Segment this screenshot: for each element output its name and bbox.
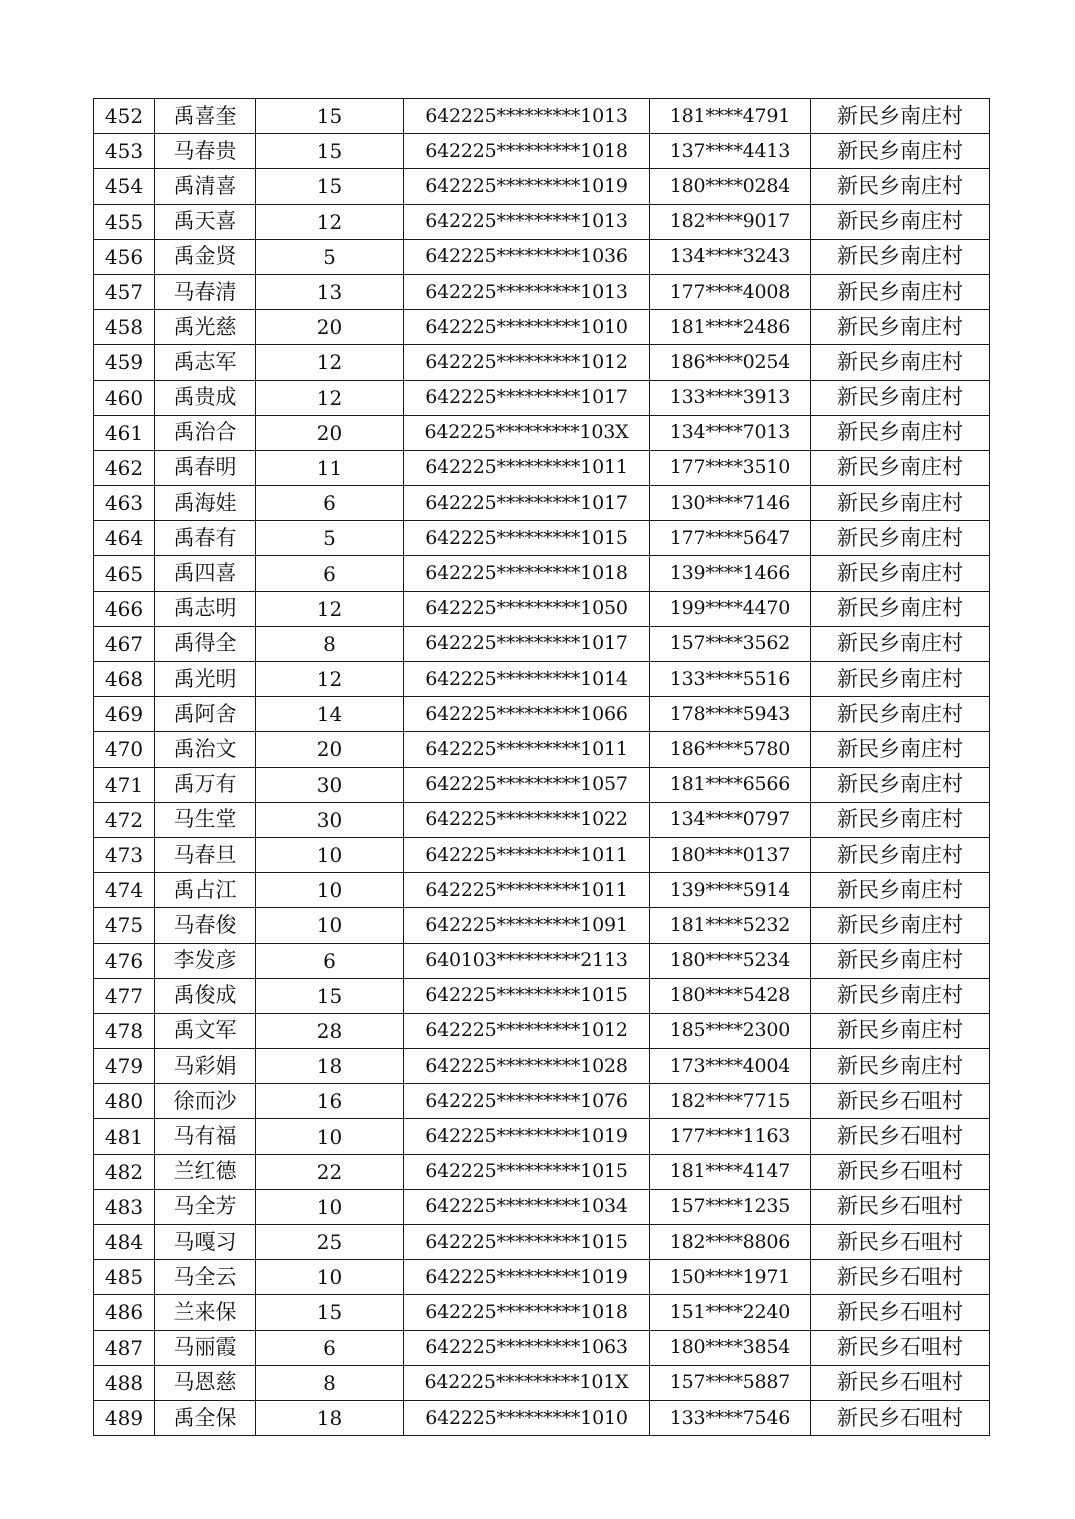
phone-cell: 134****3243: [650, 239, 811, 274]
row-number-cell: 469: [94, 697, 155, 732]
phone-cell: 157****1235: [650, 1189, 811, 1224]
row-number-cell: 482: [94, 1154, 155, 1189]
quantity-cell: 6: [256, 486, 404, 521]
name-cell: 马春贵: [155, 134, 256, 169]
village-cell: 新民乡南庄村: [811, 99, 990, 134]
name-cell: 禹喜奎: [155, 99, 256, 134]
quantity-cell: 15: [256, 978, 404, 1013]
village-cell: 新民乡石咀村: [811, 1260, 990, 1295]
phone-cell: 133****7546: [650, 1400, 811, 1435]
name-cell: 禹金贤: [155, 239, 256, 274]
table-row: [94, 1049, 990, 1084]
quantity-cell: 15: [256, 1295, 404, 1330]
name-cell: 禹阿舍: [155, 697, 256, 732]
name-cell: 马有福: [155, 1119, 256, 1154]
quantity-cell: 30: [256, 802, 404, 837]
row-number-cell: 489: [94, 1400, 155, 1435]
row-number-cell: 473: [94, 837, 155, 872]
table-row: [94, 486, 990, 521]
id-number-cell: 642225*********1013: [404, 204, 650, 239]
village-cell: 新民乡石咀村: [811, 1154, 990, 1189]
name-cell: 禹光慈: [155, 310, 256, 345]
phone-cell: 157****3562: [650, 626, 811, 661]
name-cell: 李发彦: [155, 943, 256, 978]
row-number-cell: 475: [94, 908, 155, 943]
table-row: [94, 943, 990, 978]
id-number-cell: 640103*********2113: [404, 943, 650, 978]
phone-cell: 199****4470: [650, 591, 811, 626]
phone-cell: 180****0137: [650, 837, 811, 872]
quantity-cell: 12: [256, 662, 404, 697]
quantity-cell: 18: [256, 1049, 404, 1084]
id-number-cell: 642225*********1018: [404, 134, 650, 169]
row-number-cell: 468: [94, 662, 155, 697]
quantity-cell: 13: [256, 274, 404, 309]
phone-cell: 130****7146: [650, 486, 811, 521]
phone-cell: 177****5647: [650, 521, 811, 556]
id-number-cell: 642225*********1011: [404, 732, 650, 767]
table-row: [94, 1189, 990, 1224]
table-row: [94, 450, 990, 485]
table-row: [94, 521, 990, 556]
village-cell: 新民乡南庄村: [811, 1049, 990, 1084]
quantity-cell: 11: [256, 450, 404, 485]
quantity-cell: 12: [256, 591, 404, 626]
village-cell: 新民乡南庄村: [811, 978, 990, 1013]
id-number-cell: 642225*********1012: [404, 345, 650, 380]
table-row: [94, 1084, 990, 1119]
village-cell: 新民乡南庄村: [811, 521, 990, 556]
row-number-cell: 484: [94, 1225, 155, 1260]
table-row: [94, 556, 990, 591]
table-row: [94, 1013, 990, 1048]
quantity-cell: 15: [256, 134, 404, 169]
row-number-cell: 485: [94, 1260, 155, 1295]
id-number-cell: 642225*********1011: [404, 450, 650, 485]
village-cell: 新民乡南庄村: [811, 204, 990, 239]
phone-cell: 139****1466: [650, 556, 811, 591]
table-row: [94, 274, 990, 309]
table-row: [94, 169, 990, 204]
village-cell: 新民乡南庄村: [811, 415, 990, 450]
name-cell: 马春旦: [155, 837, 256, 872]
id-number-cell: 642225*********1091: [404, 908, 650, 943]
row-number-cell: 455: [94, 204, 155, 239]
id-number-cell: 642225*********103X: [404, 415, 650, 450]
name-cell: 马嘎习: [155, 1225, 256, 1260]
quantity-cell: 22: [256, 1154, 404, 1189]
table-row: [94, 978, 990, 1013]
name-cell: 禹天喜: [155, 204, 256, 239]
phone-cell: 150****1971: [650, 1260, 811, 1295]
village-cell: 新民乡南庄村: [811, 345, 990, 380]
table-row: [94, 591, 990, 626]
table-row: [94, 837, 990, 872]
id-number-cell: 642225*********1034: [404, 1189, 650, 1224]
phone-cell: 185****2300: [650, 1013, 811, 1048]
row-number-cell: 453: [94, 134, 155, 169]
table-row: [94, 239, 990, 274]
name-cell: 禹春明: [155, 450, 256, 485]
phone-cell: 186****5780: [650, 732, 811, 767]
village-cell: 新民乡南庄村: [811, 662, 990, 697]
name-cell: 禹全保: [155, 1400, 256, 1435]
row-number-cell: 465: [94, 556, 155, 591]
row-number-cell: 474: [94, 873, 155, 908]
name-cell: 禹得全: [155, 626, 256, 661]
phone-cell: 173****4004: [650, 1049, 811, 1084]
table-row: [94, 802, 990, 837]
id-number-cell: 642225*********1015: [404, 1225, 650, 1260]
quantity-cell: 16: [256, 1084, 404, 1119]
quantity-cell: 15: [256, 99, 404, 134]
quantity-cell: 12: [256, 345, 404, 380]
quantity-cell: 10: [256, 908, 404, 943]
row-number-cell: 476: [94, 943, 155, 978]
id-number-cell: 642225*********1011: [404, 873, 650, 908]
row-number-cell: 467: [94, 626, 155, 661]
quantity-cell: 20: [256, 732, 404, 767]
quantity-cell: 10: [256, 1260, 404, 1295]
name-cell: 马春俊: [155, 908, 256, 943]
quantity-cell: 28: [256, 1013, 404, 1048]
quantity-cell: 8: [256, 1365, 404, 1400]
table-row: [94, 873, 990, 908]
id-number-cell: 642225*********1017: [404, 380, 650, 415]
village-cell: 新民乡石咀村: [811, 1400, 990, 1435]
row-number-cell: 479: [94, 1049, 155, 1084]
id-number-cell: 642225*********1014: [404, 662, 650, 697]
id-number-cell: 642225*********1015: [404, 521, 650, 556]
phone-cell: 181****5232: [650, 908, 811, 943]
id-number-cell: 642225*********1019: [404, 169, 650, 204]
table-row: [94, 1260, 990, 1295]
table-row: [94, 134, 990, 169]
village-cell: 新民乡南庄村: [811, 626, 990, 661]
phone-cell: 134****0797: [650, 802, 811, 837]
phone-cell: 177****3510: [650, 450, 811, 485]
quantity-cell: 18: [256, 1400, 404, 1435]
name-cell: 禹治合: [155, 415, 256, 450]
row-number-cell: 471: [94, 767, 155, 802]
id-number-cell: 642225*********1011: [404, 837, 650, 872]
id-number-cell: 642225*********1057: [404, 767, 650, 802]
name-cell: 兰来保: [155, 1295, 256, 1330]
roster-body: [94, 99, 990, 1436]
quantity-cell: 20: [256, 415, 404, 450]
row-number-cell: 463: [94, 486, 155, 521]
quantity-cell: 6: [256, 943, 404, 978]
phone-cell: 157****5887: [650, 1365, 811, 1400]
table-row: [94, 908, 990, 943]
quantity-cell: 12: [256, 380, 404, 415]
id-number-cell: 642225*********1063: [404, 1330, 650, 1365]
row-number-cell: 483: [94, 1189, 155, 1224]
village-cell: 新民乡南庄村: [811, 837, 990, 872]
id-number-cell: 642225*********1036: [404, 239, 650, 274]
row-number-cell: 461: [94, 415, 155, 450]
name-cell: 禹文军: [155, 1013, 256, 1048]
name-cell: 禹清喜: [155, 169, 256, 204]
quantity-cell: 25: [256, 1225, 404, 1260]
village-cell: 新民乡南庄村: [811, 697, 990, 732]
phone-cell: 180****3854: [650, 1330, 811, 1365]
id-number-cell: 642225*********101X: [404, 1365, 650, 1400]
phone-cell: 181****6566: [650, 767, 811, 802]
village-cell: 新民乡南庄村: [811, 239, 990, 274]
id-number-cell: 642225*********1015: [404, 978, 650, 1013]
id-number-cell: 642225*********1028: [404, 1049, 650, 1084]
id-number-cell: 642225*********1050: [404, 591, 650, 626]
row-number-cell: 480: [94, 1084, 155, 1119]
table-row: [94, 1295, 990, 1330]
quantity-cell: 30: [256, 767, 404, 802]
phone-cell: 133****3913: [650, 380, 811, 415]
name-cell: 马全芳: [155, 1189, 256, 1224]
row-number-cell: 454: [94, 169, 155, 204]
village-cell: 新民乡石咀村: [811, 1084, 990, 1119]
row-number-cell: 470: [94, 732, 155, 767]
quantity-cell: 15: [256, 169, 404, 204]
name-cell: 禹光明: [155, 662, 256, 697]
village-cell: 新民乡南庄村: [811, 591, 990, 626]
row-number-cell: 477: [94, 978, 155, 1013]
name-cell: 徐而沙: [155, 1084, 256, 1119]
document-page: [93, 98, 989, 1436]
quantity-cell: 5: [256, 239, 404, 274]
village-cell: 新民乡石咀村: [811, 1365, 990, 1400]
table-row: [94, 697, 990, 732]
phone-cell: 182****8806: [650, 1225, 811, 1260]
id-number-cell: 642225*********1019: [404, 1119, 650, 1154]
row-number-cell: 487: [94, 1330, 155, 1365]
quantity-cell: 20: [256, 310, 404, 345]
table-row: [94, 310, 990, 345]
name-cell: 禹占江: [155, 873, 256, 908]
id-number-cell: 642225*********1013: [404, 99, 650, 134]
table-row: [94, 415, 990, 450]
quantity-cell: 10: [256, 1119, 404, 1154]
row-number-cell: 462: [94, 450, 155, 485]
table-row: [94, 662, 990, 697]
row-number-cell: 459: [94, 345, 155, 380]
id-number-cell: 642225*********1010: [404, 310, 650, 345]
row-number-cell: 452: [94, 99, 155, 134]
phone-cell: 180****0284: [650, 169, 811, 204]
village-cell: 新民乡南庄村: [811, 1013, 990, 1048]
row-number-cell: 464: [94, 521, 155, 556]
name-cell: 兰红德: [155, 1154, 256, 1189]
village-cell: 新民乡石咀村: [811, 1225, 990, 1260]
phone-cell: 181****4791: [650, 99, 811, 134]
phone-cell: 181****2486: [650, 310, 811, 345]
phone-cell: 133****5516: [650, 662, 811, 697]
name-cell: 禹治文: [155, 732, 256, 767]
id-number-cell: 642225*********1018: [404, 1295, 650, 1330]
phone-cell: 178****5943: [650, 697, 811, 732]
name-cell: 马春清: [155, 274, 256, 309]
id-number-cell: 642225*********1022: [404, 802, 650, 837]
name-cell: 马全云: [155, 1260, 256, 1295]
village-cell: 新民乡南庄村: [811, 943, 990, 978]
quantity-cell: 14: [256, 697, 404, 732]
row-number-cell: 456: [94, 239, 155, 274]
name-cell: 马彩娟: [155, 1049, 256, 1084]
table-row: [94, 204, 990, 239]
phone-cell: 177****1163: [650, 1119, 811, 1154]
village-cell: 新民乡南庄村: [811, 380, 990, 415]
quantity-cell: 6: [256, 556, 404, 591]
phone-cell: 181****4147: [650, 1154, 811, 1189]
id-number-cell: 642225*********1017: [404, 626, 650, 661]
quantity-cell: 12: [256, 204, 404, 239]
phone-cell: 180****5428: [650, 978, 811, 1013]
quantity-cell: 8: [256, 626, 404, 661]
row-number-cell: 478: [94, 1013, 155, 1048]
name-cell: 马丽霞: [155, 1330, 256, 1365]
phone-cell: 134****7013: [650, 415, 811, 450]
row-number-cell: 458: [94, 310, 155, 345]
table-row: [94, 767, 990, 802]
phone-cell: 186****0254: [650, 345, 811, 380]
phone-cell: 137****4413: [650, 134, 811, 169]
village-cell: 新民乡南庄村: [811, 908, 990, 943]
village-cell: 新民乡南庄村: [811, 274, 990, 309]
name-cell: 禹志军: [155, 345, 256, 380]
village-cell: 新民乡南庄村: [811, 134, 990, 169]
id-number-cell: 642225*********1076: [404, 1084, 650, 1119]
quantity-cell: 6: [256, 1330, 404, 1365]
phone-cell: 177****4008: [650, 274, 811, 309]
roster-table: [93, 98, 990, 1436]
village-cell: 新民乡南庄村: [811, 767, 990, 802]
phone-cell: 139****5914: [650, 873, 811, 908]
row-number-cell: 481: [94, 1119, 155, 1154]
table-row: [94, 1365, 990, 1400]
row-number-cell: 460: [94, 380, 155, 415]
id-number-cell: 642225*********1012: [404, 1013, 650, 1048]
name-cell: 禹春有: [155, 521, 256, 556]
village-cell: 新民乡石咀村: [811, 1330, 990, 1365]
village-cell: 新民乡南庄村: [811, 310, 990, 345]
village-cell: 新民乡石咀村: [811, 1295, 990, 1330]
table-row: [94, 1330, 990, 1365]
name-cell: 禹贵成: [155, 380, 256, 415]
id-number-cell: 642225*********1066: [404, 697, 650, 732]
id-number-cell: 642225*********1017: [404, 486, 650, 521]
quantity-cell: 10: [256, 837, 404, 872]
village-cell: 新民乡南庄村: [811, 873, 990, 908]
village-cell: 新民乡南庄村: [811, 169, 990, 204]
table-row: [94, 1154, 990, 1189]
village-cell: 新民乡石咀村: [811, 1189, 990, 1224]
id-number-cell: 642225*********1013: [404, 274, 650, 309]
table-row: [94, 380, 990, 415]
id-number-cell: 642225*********1015: [404, 1154, 650, 1189]
phone-cell: 180****5234: [650, 943, 811, 978]
name-cell: 马恩慈: [155, 1365, 256, 1400]
id-number-cell: 642225*********1019: [404, 1260, 650, 1295]
table-row: [94, 1400, 990, 1435]
name-cell: 禹俊成: [155, 978, 256, 1013]
quantity-cell: 10: [256, 1189, 404, 1224]
row-number-cell: 472: [94, 802, 155, 837]
table-row: [94, 1119, 990, 1154]
phone-cell: 182****9017: [650, 204, 811, 239]
id-number-cell: 642225*********1010: [404, 1400, 650, 1435]
table-row: [94, 1225, 990, 1260]
table-row: [94, 99, 990, 134]
phone-cell: 151****2240: [650, 1295, 811, 1330]
table-row: [94, 626, 990, 661]
village-cell: 新民乡石咀村: [811, 1119, 990, 1154]
table-row: [94, 732, 990, 767]
village-cell: 新民乡南庄村: [811, 486, 990, 521]
table-row: [94, 345, 990, 380]
village-cell: 新民乡南庄村: [811, 556, 990, 591]
quantity-cell: 10: [256, 873, 404, 908]
phone-cell: 182****7715: [650, 1084, 811, 1119]
village-cell: 新民乡南庄村: [811, 732, 990, 767]
id-number-cell: 642225*********1018: [404, 556, 650, 591]
row-number-cell: 466: [94, 591, 155, 626]
name-cell: 禹万有: [155, 767, 256, 802]
village-cell: 新民乡南庄村: [811, 802, 990, 837]
row-number-cell: 457: [94, 274, 155, 309]
row-number-cell: 488: [94, 1365, 155, 1400]
village-cell: 新民乡南庄村: [811, 450, 990, 485]
name-cell: 禹海娃: [155, 486, 256, 521]
row-number-cell: 486: [94, 1295, 155, 1330]
name-cell: 马生堂: [155, 802, 256, 837]
name-cell: 禹四喜: [155, 556, 256, 591]
quantity-cell: 5: [256, 521, 404, 556]
name-cell: 禹志明: [155, 591, 256, 626]
